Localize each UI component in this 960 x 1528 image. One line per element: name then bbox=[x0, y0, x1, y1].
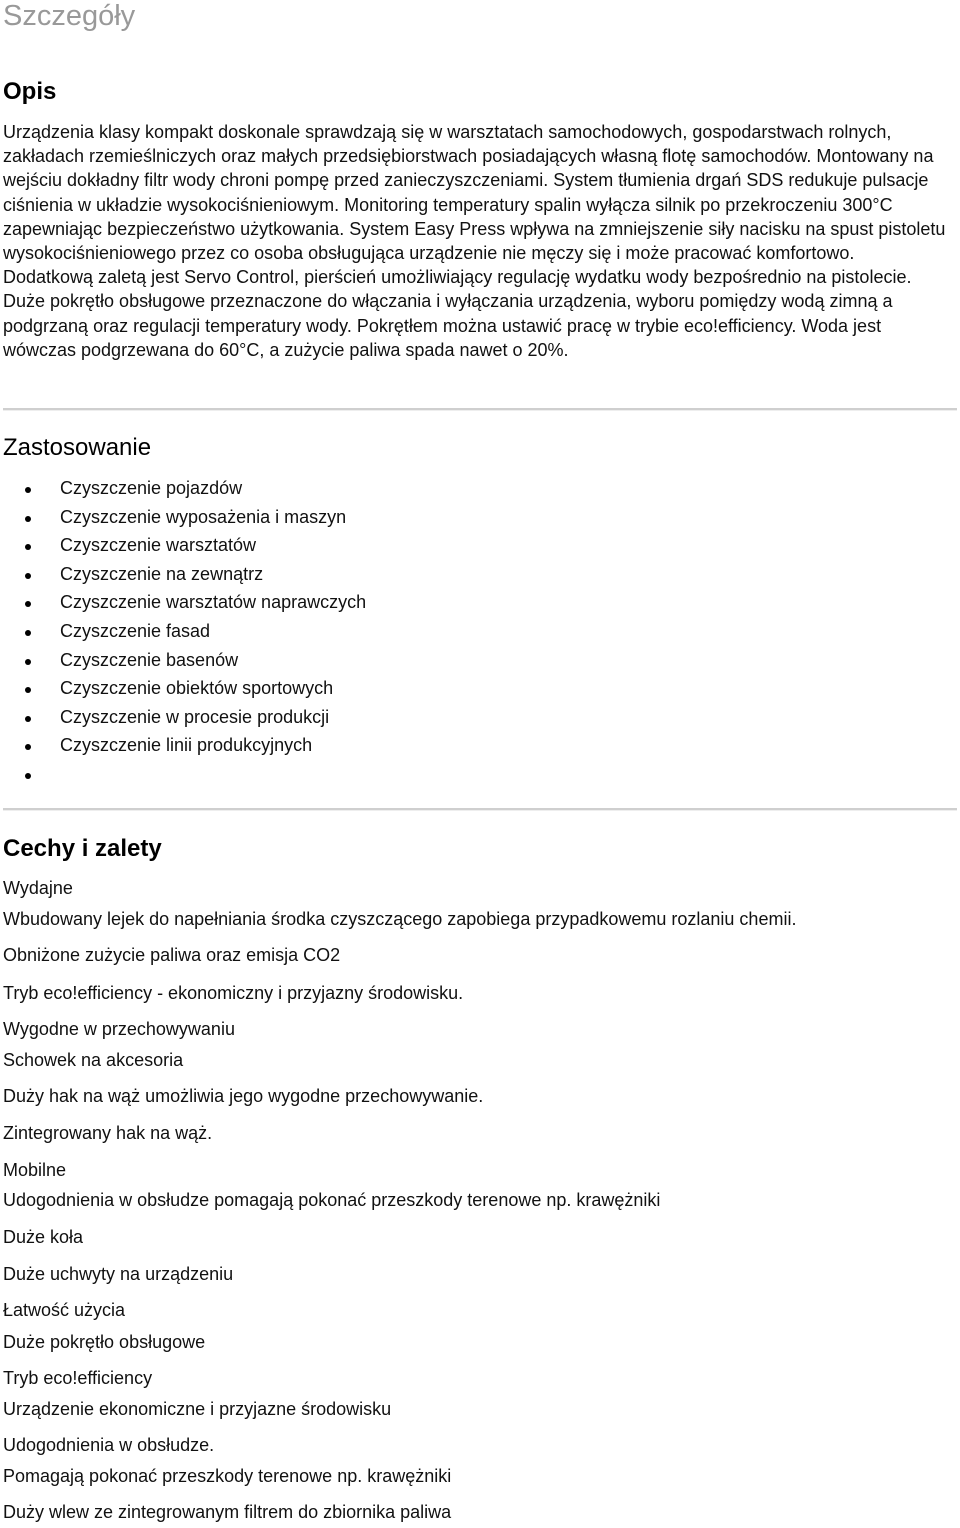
bullet-icon bbox=[25, 773, 31, 779]
feature-line: Wygodne w przechowywaniu bbox=[3, 1019, 235, 1039]
feature-line: Tryb eco!efficiency bbox=[3, 1368, 153, 1388]
bullet-icon bbox=[25, 487, 31, 493]
zastosowanie-heading: Zastosowanie bbox=[3, 434, 152, 461]
feature-line: Udogodnienia w obsłudze. bbox=[3, 1435, 215, 1455]
feature-line: Schowek na akcesoria bbox=[3, 1050, 184, 1070]
cechy-heading: Cechy i zalety bbox=[3, 835, 162, 862]
bullet-icon bbox=[25, 687, 31, 693]
feature-line: Mobilne bbox=[3, 1160, 67, 1180]
bullet-icon bbox=[25, 601, 31, 607]
feature-line: Urządzenie ekonomiczne i przyjazne środowisku bbox=[3, 1399, 392, 1419]
list-item-label: Czyszczenie fasad bbox=[60, 620, 211, 641]
feature-line: Udogodnienia w obsłudze pomagają pokonać przeszkody terenowe np. krawężniki bbox=[3, 1190, 661, 1210]
section-divider bbox=[3, 808, 957, 811]
section-divider bbox=[3, 408, 957, 411]
list-item-label: Czyszczenie obiektów sportowych bbox=[60, 678, 334, 699]
list-item-label: Czyszczenie w procesie produkcji bbox=[60, 706, 330, 727]
list-item-label: Czyszczenie na zewnątrz bbox=[60, 563, 264, 584]
bullet-icon bbox=[25, 744, 31, 750]
feature-line: Tryb eco!efficiency - ekonomiczny i przyjazny środowisku. bbox=[3, 983, 464, 1003]
feature-line: Duży hak na wąż umożliwia jego wygodne przechowywanie. bbox=[3, 1086, 484, 1106]
list-item-label: Czyszczenie warsztatów bbox=[60, 535, 257, 556]
bullet-icon bbox=[25, 630, 31, 636]
list-item-label: Czyszczenie linii produkcyjnych bbox=[60, 735, 313, 756]
list-item-label: Czyszczenie wyposażenia i maszyn bbox=[60, 506, 347, 527]
feature-line: Duże koła bbox=[3, 1227, 84, 1247]
list-item-label: Czyszczenie pojazdów bbox=[60, 478, 243, 498]
list-item-label: Czyszczenie warsztatów naprawczych bbox=[60, 592, 367, 613]
opis-description: Urządzenia klasy kompakt doskonale sprawdzają się w warsztatach samochodowych, gospodarstwach rolnych, zakładach rzemieślniczych oraz małych przedsiębiorstwach posiadających własną flotę samochodów. Montowany na wejściu dokładny filtr wody chroni pompę przed zanieczyszczeniami. System tłumienia drgań SDS redukuje pulsacje ciśnienia w układzie wysokociśnieniowym. Monitoring temperatury spalin wyłącza silnik po przekroczeniu 300°C zapewniając bezpieczeństwo użytkowania. System Easy Press wpływa na zmniejszenie siły nacisku na spust pistoletu wysokociśnieniowego przez co osoba obsługująca urządzenie nie męczy się i może pracować komfortowo. Dodatkową zaletą jest Servo Control, pierścień umożliwiający regulację wydatku wody bezpośrednio na pistolecie. Duże pokrętło obsługowe przeznaczone do włączania i wyłączania urządzenia, wyboru pomiędzy wodą zimną a podgrzaną oraz regulacji temperatury wody. Pokrętłem można ustawić pracę w trybie eco!efficiency. Woda jest wówczas podgrzewana do 60°C, a zużycie paliwa spada nawet o 20%. bbox=[3, 122, 946, 360]
feature-line: Obniżone zużycie paliwa oraz emisja CO2 bbox=[3, 945, 341, 965]
feature-line: Zintegrowany hak na wąż. bbox=[3, 1123, 213, 1143]
feature-line: Wydajne bbox=[3, 878, 73, 898]
bullet-icon bbox=[25, 659, 31, 665]
feature-line: Wbudowany lejek do napełniania środka czyszczącego zapobiega przypadkowemu rozlaniu chemii. bbox=[3, 909, 797, 929]
bullet-icon bbox=[25, 573, 31, 579]
bullet-icon bbox=[25, 544, 31, 550]
feature-line: Duży wlew ze zintegrowanym filtrem do zbiornika paliwa bbox=[3, 1502, 452, 1522]
opis-heading: Opis bbox=[3, 78, 57, 105]
bullet-icon bbox=[25, 516, 31, 522]
feature-line: Pomagają pokonać przeszkody terenowe np. krawężniki bbox=[3, 1466, 452, 1486]
page-title: Szczegóły bbox=[3, 0, 136, 32]
list-item-label: Czyszczenie basenów bbox=[60, 649, 239, 670]
feature-line: Duże uchwyty na urządzeniu bbox=[3, 1264, 234, 1284]
feature-line: Łatwość użycia bbox=[3, 1300, 126, 1320]
bullet-icon bbox=[25, 716, 31, 722]
feature-line: Duże pokrętło obsługowe bbox=[3, 1332, 206, 1352]
